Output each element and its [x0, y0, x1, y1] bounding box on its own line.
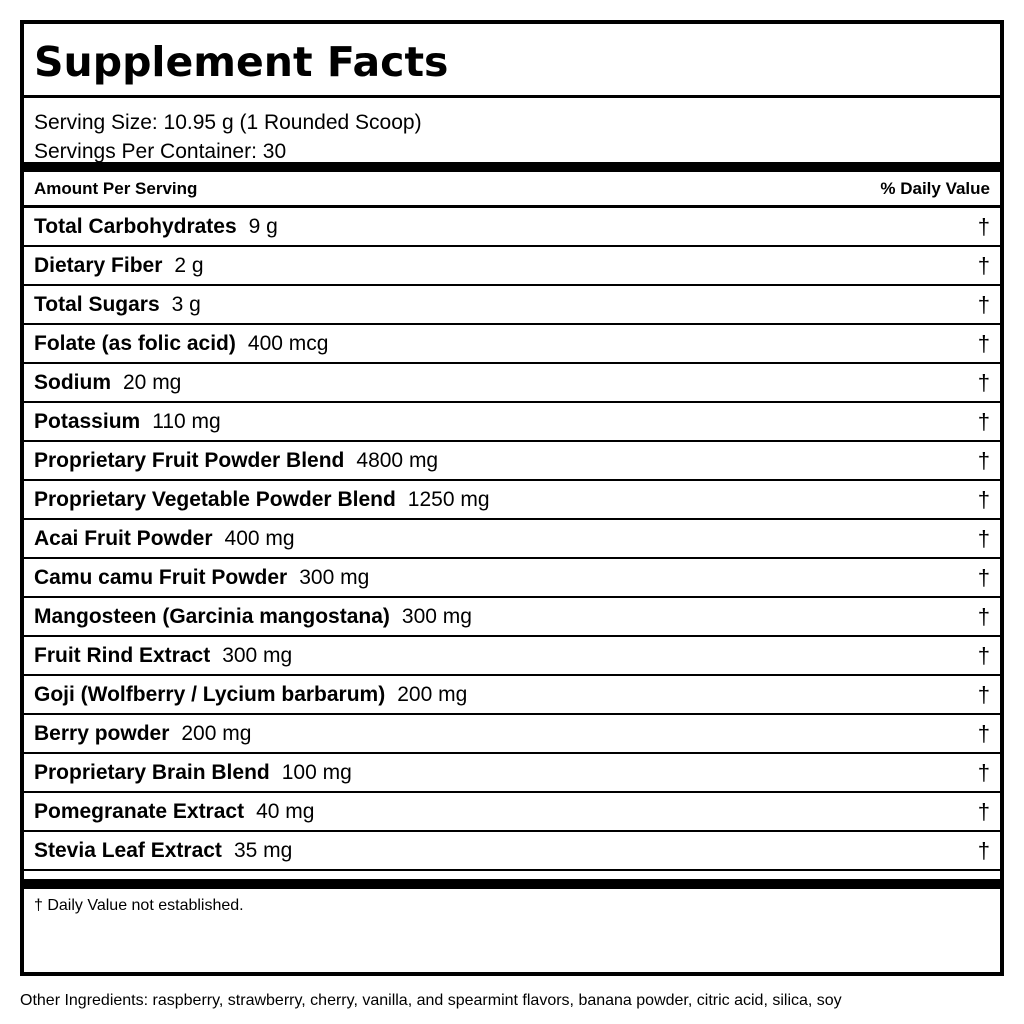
daily-value-header: % Daily Value — [880, 178, 990, 198]
daily-value-dagger: † — [977, 486, 990, 512]
ingredient-name: Total Carbohydrates — [34, 214, 237, 238]
ingredient-amount: 300 mg — [222, 643, 293, 667]
ingredient-amount: 2 g — [174, 253, 204, 277]
table-row — [24, 559, 1000, 598]
row-label — [34, 449, 438, 473]
row-label — [34, 605, 472, 629]
daily-value-dagger: † — [977, 720, 990, 746]
daily-value-dagger: † — [977, 564, 990, 590]
serving-info — [24, 98, 1000, 172]
daily-value-dagger: † — [977, 759, 990, 785]
table-row — [24, 325, 1000, 364]
row-label — [34, 644, 292, 668]
daily-value-dagger: † — [977, 837, 990, 863]
ingredient-name: Proprietary Fruit Powder Blend — [34, 448, 345, 472]
ingredient-amount: 9 g — [248, 214, 278, 238]
ingredient-amount: 300 mg — [299, 565, 370, 589]
table-row — [24, 598, 1000, 637]
footnote: † Daily Value not established. — [34, 897, 244, 914]
table-row — [24, 442, 1000, 481]
ingredient-amount: 400 mcg — [247, 331, 329, 355]
ingredient-amount: 200 mg — [181, 721, 252, 745]
row-label — [34, 683, 467, 707]
ingredient-name: Fruit Rind Extract — [34, 643, 211, 667]
daily-value-dagger: † — [977, 603, 990, 629]
table-row — [24, 364, 1000, 403]
ingredient-name: Mangosteen (Garcinia mangostana) — [34, 604, 390, 628]
ingredient-amount: 4800 mg — [356, 448, 439, 472]
other-ingredients: Other Ingredients: raspberry, strawberry, cherry, vanilla, and spearmint flavors, banana powder, citric acid, silica, soy — [20, 992, 842, 1009]
table-row — [24, 715, 1000, 754]
ingredient-amount: 400 mg — [224, 526, 295, 550]
row-label — [34, 371, 181, 395]
daily-value-dagger: † — [977, 291, 990, 317]
row-label — [34, 761, 352, 785]
row-label — [34, 332, 328, 356]
ingredient-name: Pomegranate Extract — [34, 799, 245, 823]
daily-value-dagger: † — [977, 642, 990, 668]
table-row — [24, 208, 1000, 247]
table-row — [24, 286, 1000, 325]
serving-size: Serving Size: 10.95 g (1 Rounded Scoop) — [34, 111, 422, 134]
servings-per-container: Servings Per Container: 30 — [34, 140, 287, 163]
table-row — [24, 403, 1000, 442]
row-label — [34, 410, 221, 434]
ingredient-amount: 200 mg — [397, 682, 468, 706]
table-row — [24, 637, 1000, 676]
row-label — [34, 254, 204, 278]
ingredient-name: Stevia Leaf Extract — [34, 838, 222, 862]
ingredient-name: Potassium — [34, 409, 141, 433]
daily-value-dagger: † — [977, 330, 990, 356]
ingredient-amount: 100 mg — [281, 760, 352, 784]
row-label — [34, 839, 292, 863]
row-label — [34, 722, 251, 746]
ingredient-amount: 300 mg — [401, 604, 472, 628]
ingredient-name: Proprietary Brain Blend — [34, 760, 270, 784]
daily-value-dagger: † — [977, 369, 990, 395]
amount-per-serving-header: Amount Per Serving — [34, 178, 198, 198]
ingredient-name: Sodium — [34, 370, 111, 394]
ingredient-name: Acai Fruit Powder — [34, 526, 213, 550]
ingredient-amount: 35 mg — [233, 838, 293, 862]
nutrient-rows — [24, 208, 1000, 871]
daily-value-dagger: † — [977, 252, 990, 278]
ingredient-name: Dietary Fiber — [34, 253, 163, 277]
row-label — [34, 800, 314, 824]
row-label — [34, 293, 201, 317]
ingredient-name: Berry powder — [34, 721, 170, 745]
table-row — [24, 520, 1000, 559]
table-row — [24, 247, 1000, 286]
ingredient-name: Goji (Wolfberry / Lycium barbarum) — [34, 682, 386, 706]
row-label — [34, 488, 490, 512]
daily-value-dagger: † — [977, 525, 990, 551]
table-row — [24, 676, 1000, 715]
table-row — [24, 793, 1000, 832]
ingredient-name: Total Sugars — [34, 292, 160, 316]
daily-value-dagger: † — [977, 408, 990, 434]
table-row — [24, 754, 1000, 793]
ingredient-amount: 40 mg — [256, 799, 315, 823]
daily-value-dagger: † — [977, 681, 990, 707]
title-section — [24, 24, 1000, 98]
ingredient-name: Folate (as folic acid) — [34, 331, 236, 355]
label-title: Supplement Facts — [34, 37, 449, 86]
ingredient-name: Proprietary Vegetable Powder Blend — [34, 487, 396, 511]
bottom-divider — [24, 871, 1000, 889]
row-label — [34, 566, 369, 590]
ingredient-name: Camu camu Fruit Powder — [34, 565, 288, 589]
table-header — [24, 172, 1000, 208]
table-row — [24, 832, 1000, 871]
daily-value-dagger: † — [977, 798, 990, 824]
ingredient-amount: 110 mg — [152, 409, 221, 433]
ingredient-amount: 1250 mg — [407, 487, 490, 511]
supplement-facts-panel — [20, 20, 1004, 976]
table-row — [24, 481, 1000, 520]
ingredient-amount: 20 mg — [123, 370, 182, 394]
ingredient-amount: 3 g — [171, 292, 201, 316]
row-label — [34, 215, 278, 239]
daily-value-dagger: † — [977, 213, 990, 239]
daily-value-dagger: † — [977, 447, 990, 473]
row-label — [34, 527, 295, 551]
